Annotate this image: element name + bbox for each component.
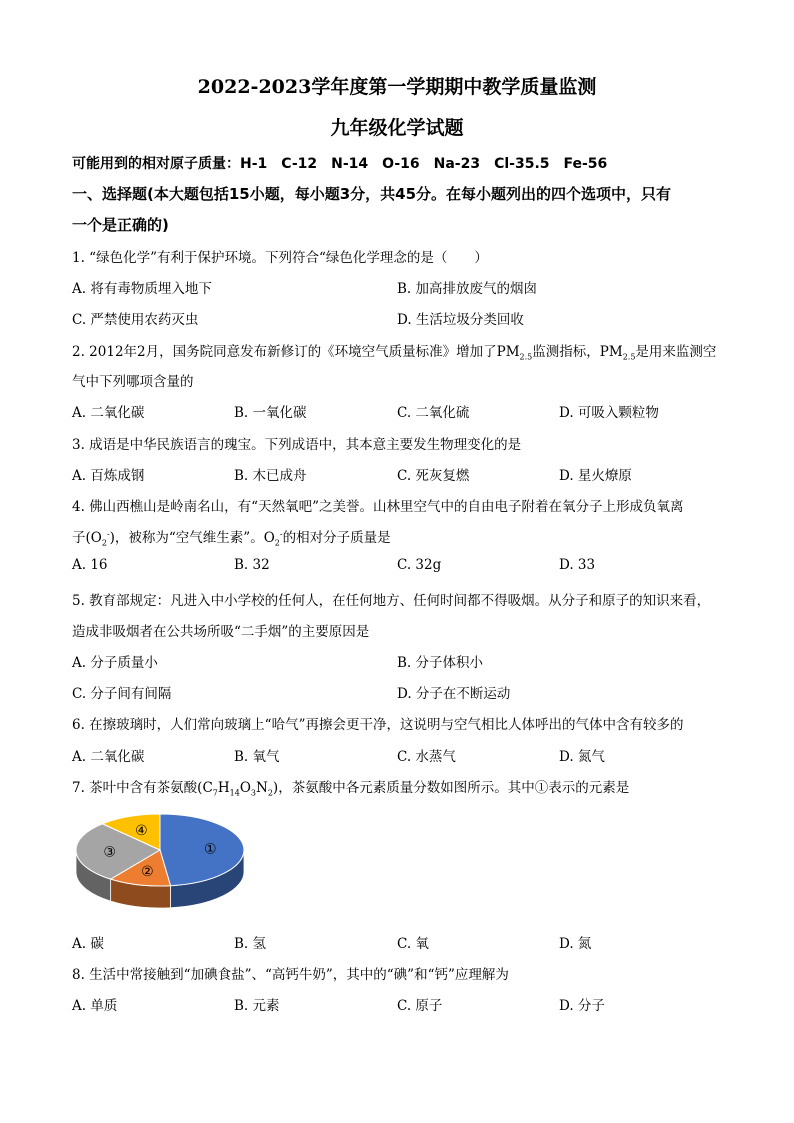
question-5-stem-cont: 造成非吸烟者在公共场所吸“二手烟”的主要原因是	[72, 624, 370, 640]
question-7-stem	[72, 776, 629, 798]
pie-label-3: ③	[103, 844, 116, 861]
q4-option-a: A. 16	[72, 557, 108, 573]
q2-option-c: C. 二氧化硫	[397, 405, 470, 421]
q3-option-b: B. 木已成舟	[234, 468, 307, 484]
q2-option-d: D. 可吸入颗粒物	[559, 405, 659, 421]
q4-text-2: )，被称为“空气维生素”。O	[109, 530, 275, 546]
q6-option-d: D. 氮气	[559, 749, 605, 765]
q4-option-d: D. 33	[559, 557, 596, 573]
q4-option-b: B. 32	[234, 557, 270, 573]
q5-option-a: A. 分子质量小	[72, 655, 158, 671]
q1-option-a: A. 将有毒物质埋入地下	[72, 281, 212, 297]
question-8-stem: 8. 生活中常接触到“加碘食盐”、“高钙牛奶”，其中的“碘”和“钙”应理解为	[72, 967, 509, 983]
q1-option-c: C. 严禁使用农药灭虫	[72, 312, 199, 328]
q7-option-b: B. 氢	[234, 936, 267, 952]
q4-text-1: 子(O	[72, 530, 102, 546]
q6-option-a: A. 二氧化碳	[72, 749, 145, 765]
q2-text-3: 是用来监测空	[635, 344, 717, 360]
q4-sub-2: 2	[274, 538, 280, 548]
q2-text-1: 2. 2012年2月，国务院同意发布新修订的《环境空气质量标准》增加了PM	[72, 344, 520, 360]
pie-tops	[76, 814, 244, 886]
q6-option-c: C. 水蒸气	[397, 749, 456, 765]
section-heading: 一、选择题(本大题包括15小题，每小题3分，共45分。在每小题列出的四个选项中，只有	[72, 185, 672, 203]
q7-option-a: A. 碳	[72, 936, 104, 952]
q7-text-h: H	[217, 780, 230, 796]
q7-text-end: )，茶氨酸中各元素质量分数如图所示。其中①表示的元素是	[272, 780, 630, 796]
pie-chart	[72, 810, 252, 915]
page-subtitle: 九年级化学试题	[330, 117, 464, 139]
q4-text-3: 的相对分子质量是	[282, 530, 391, 546]
q8-option-a: A. 单质	[72, 998, 118, 1014]
q8-option-b: B. 元素	[234, 998, 280, 1014]
question-2-stem-cont: 气中下列哪项含量的	[72, 374, 194, 390]
q5-option-b: B. 分子体积小	[397, 655, 484, 671]
q5-option-d: D. 分子在不断运动	[397, 686, 511, 702]
q2-option-a: A. 二氧化碳	[72, 405, 145, 421]
question-1-stem: 1. “绿色化学”有利于保护环境。下列符合“绿色化学理念的是（ ）	[72, 250, 488, 266]
question-3-stem: 3. 成语是中华民族语言的瑰宝。下列成语中，其本意主要发生物理变化的是	[72, 437, 522, 453]
q7-sub-n: 2	[267, 788, 273, 798]
q7-sub-h: 14	[229, 788, 240, 798]
pie-label-1: ①	[204, 841, 217, 858]
q7-sub-c: 7	[212, 788, 218, 798]
question-4-stem: 4. 佛山西樵山是岭南名山，有“天然氧吧”之美誉。山林里空气中的自由电子附着在氧分子上形成负氧离	[72, 499, 684, 515]
q1-option-d: D. 生活垃圾分类回收	[397, 312, 524, 328]
q3-option-a: A. 百炼成钢	[72, 468, 145, 484]
q7-text-1: 7. 茶叶中含有茶氨酸(C	[72, 780, 213, 796]
q2-sub-2: 2.5	[622, 352, 636, 362]
pie-label-4: ④	[135, 822, 148, 839]
q4-sup-2: -	[279, 529, 283, 539]
question-6-stem: 6. 在擦玻璃时，人们常向玻璃上“哈气”再擦会更干净，这说明与空气相比人体呼出的气体中含有较多的	[72, 717, 684, 733]
q8-option-d: D. 分子	[559, 998, 605, 1014]
q2-option-b: B. 一氧化碳	[234, 405, 307, 421]
q2-text-2: 监测指标，PM	[532, 344, 623, 360]
q7-sub-o: 3	[250, 788, 257, 798]
q4-option-c: C. 32g	[397, 557, 442, 573]
q8-option-c: C. 原子	[397, 998, 443, 1014]
page-title: 2022-2023学年度第一学期期中教学质量监测	[197, 76, 597, 98]
section-heading-cont: 一个是正确的)	[72, 216, 169, 234]
q4-sub-1: 2	[101, 538, 107, 548]
q4-sup-1: -	[106, 529, 110, 539]
q3-option-c: C. 死灰复燃	[397, 468, 470, 484]
q6-option-b: B. 氧气	[234, 749, 280, 765]
question-5-stem: 5. 教育部规定：凡进入中小学校的任何人，在任何地方、任何时间都不得吸烟。从分子和原子的知识来看，	[72, 593, 711, 609]
q7-text-o: O	[239, 780, 251, 796]
question-2-stem	[72, 340, 716, 362]
q7-text-n: N	[256, 780, 268, 796]
atomic-masses: 可能用到的相对原子质量：H-1 C-12 N-14 O-16 Na-23 Cl-35.5 Fe-56	[72, 156, 608, 172]
question-4-stem-cont	[72, 526, 391, 548]
q3-option-d: D. 星火燎原	[559, 468, 632, 484]
q7-option-c: C. 氧	[397, 936, 429, 952]
q2-sub-1: 2.5	[519, 352, 533, 362]
q5-option-c: C. 分子间有间隔	[72, 686, 172, 702]
q7-option-d: D. 氮	[559, 936, 592, 952]
q1-option-b: B. 加高排放废气的烟囱	[397, 281, 538, 297]
pie-label-2: ②	[141, 863, 154, 880]
